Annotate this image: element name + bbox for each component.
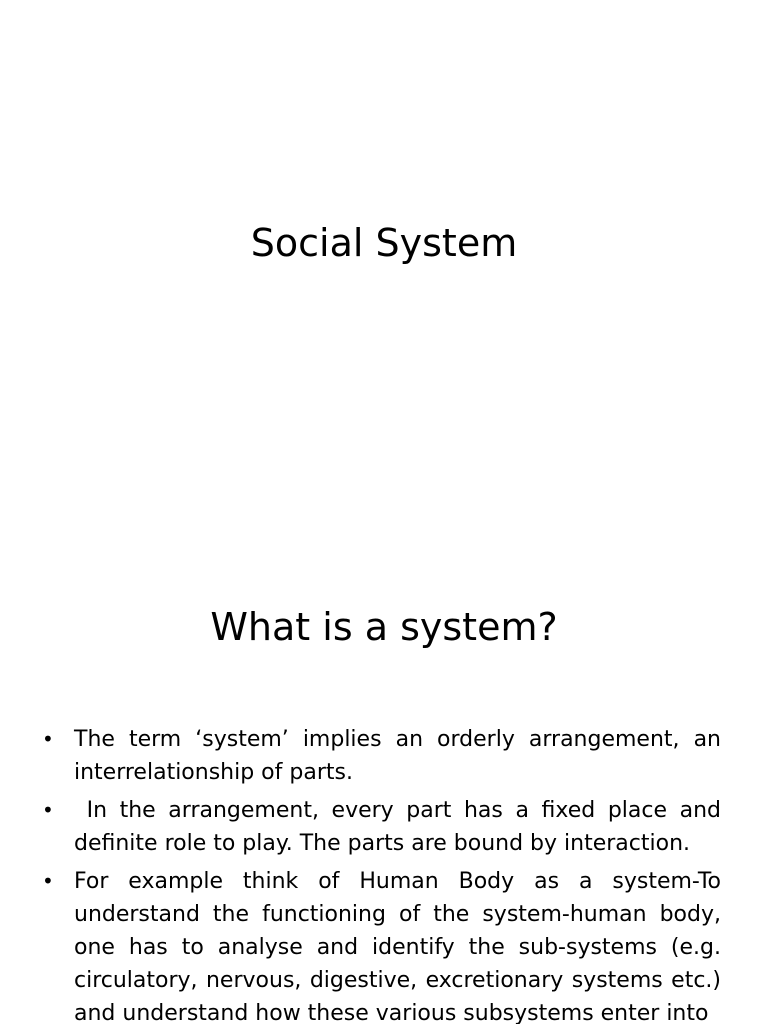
bullet-text: In the arrangement, every part has a fixed place and definite role to play. The parts are bound by interaction. [74,798,728,856]
bullet-text: The term ‘system’ implies an orderly arrangement, an interrelationship of parts. [74,727,721,785]
bullet-dot-icon: • [42,869,54,893]
slide-title-what-is-a-system: What is a system? [210,605,558,649]
bullet-dot-icon: • [42,798,54,822]
bullet-item [40,723,721,789]
bullet-dot-icon: • [42,727,54,751]
bullet-item [40,794,728,860]
bullet-list [40,723,728,1024]
slide-title-social-system: Social System [250,221,518,265]
bullet-item [40,865,721,1024]
bullet-text: For example think of Human Body as a system-To understand the functioning of the system-human body, one has to analyse and identify the sub-systems (e.g. circulatory, nervous, digestive, excretionary systems etc.) and understand how these various subsystems enter into [74,869,721,1024]
